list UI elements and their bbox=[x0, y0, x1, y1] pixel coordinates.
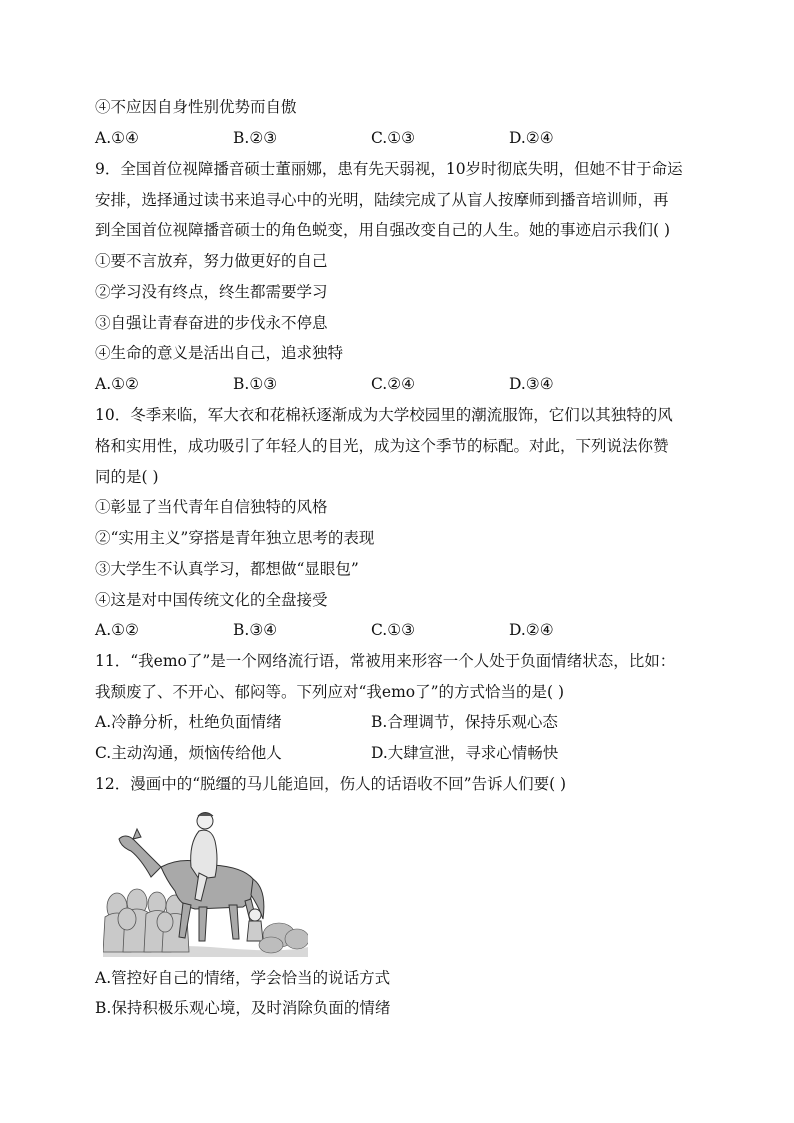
cartoon-horse-rider-illustration bbox=[103, 807, 308, 957]
q10-statement-2: ②“实用主义”穿搭是青年独立思考的表现 bbox=[95, 529, 375, 547]
q8-option-c: C.①③ bbox=[371, 129, 416, 147]
q11-option-d: D.大肆宣泄，寻求心情畅快 bbox=[371, 744, 559, 762]
q9-stem-line-1: 9．全国首位视障播音硕士董丽娜，患有先天弱视，10岁时彻底失明，但她不甘于命运 bbox=[95, 160, 683, 178]
q11-option-c: C.主动沟通，烦恼传给他人 bbox=[95, 744, 282, 762]
q9-option-a: A.①② bbox=[95, 375, 139, 393]
q9-statement-3: ③自强让青春奋进的步伐永不停息 bbox=[95, 314, 328, 332]
q10-statement-3: ③大学生不认真学习，都想做“显眼包” bbox=[95, 560, 359, 578]
q9-statement-4: ④生命的意义是活出自己，追求独特 bbox=[95, 344, 344, 362]
q12-option-a: A.管控好自己的情绪，学会恰当的说话方式 bbox=[95, 969, 391, 987]
q11-option-b: B.合理调节，保持乐观心态 bbox=[371, 713, 558, 731]
q10-option-a: A.①② bbox=[95, 621, 139, 639]
q10-stem-line-1: 10．冬季来临，军大衣和花棉袄逐渐成为大学校园里的潮流服饰，它们以其独特的风 bbox=[95, 406, 673, 424]
q9-stem-line-2: 安排，选择通过读书来追寻心中的光明，陆续完成了从盲人按摩师到播音培训师，再 bbox=[95, 191, 669, 209]
q10-statement-1: ①彰显了当代青年自信独特的风格 bbox=[95, 498, 328, 516]
q12-option-b: B.保持积极乐观心境，及时消除负面的情绪 bbox=[95, 999, 391, 1017]
q11-stem-line-1: 11．“我emo了”是一个网络流行语，常被用来形容一个人处于负面情绪状态，比如： bbox=[95, 652, 676, 670]
q12-stem: 12．漫画中的“脱缰的马儿能追回，伤人的话语收不回”告诉人们要( ) bbox=[95, 775, 567, 793]
q8-statement-4: ④不应因自身性别优势而自傲 bbox=[95, 98, 297, 116]
q9-statement-2: ②学习没有终点，终生都需要学习 bbox=[95, 283, 328, 301]
q9-option-d: D.③④ bbox=[509, 375, 554, 393]
q9-option-c: C.②④ bbox=[371, 375, 416, 393]
q10-option-b: B.③④ bbox=[233, 621, 278, 639]
q10-stem-line-3: 同的是( ) bbox=[95, 468, 159, 486]
q8-option-a: A.①④ bbox=[95, 129, 139, 147]
q9-option-b: B.①③ bbox=[233, 375, 278, 393]
q8-option-d: D.②④ bbox=[509, 129, 554, 147]
q10-option-c: C.①③ bbox=[371, 621, 416, 639]
q10-statement-4: ④这是对中国传统文化的全盘接受 bbox=[95, 591, 328, 609]
q9-statement-1: ①要不言放弃，努力做更好的自己 bbox=[95, 252, 328, 270]
q8-option-b: B.②③ bbox=[233, 129, 278, 147]
q11-stem-line-2: 我颓废了、不开心、郁闷等。下列应对“我emo了”的方式恰当的是( ) bbox=[95, 683, 565, 701]
q10-option-d: D.②④ bbox=[509, 621, 554, 639]
q10-stem-line-2: 格和实用性，成功吸引了年轻人的目光，成为这个季节的标配。对此，下列说法你赞 bbox=[95, 437, 669, 455]
q11-option-a: A.冷静分析，杜绝负面情绪 bbox=[95, 713, 282, 731]
q9-stem-line-3: 到全国首位视障播音硕士的角色蜕变，用自强改变自己的人生。她的事迹启示我们( ) bbox=[95, 221, 671, 239]
